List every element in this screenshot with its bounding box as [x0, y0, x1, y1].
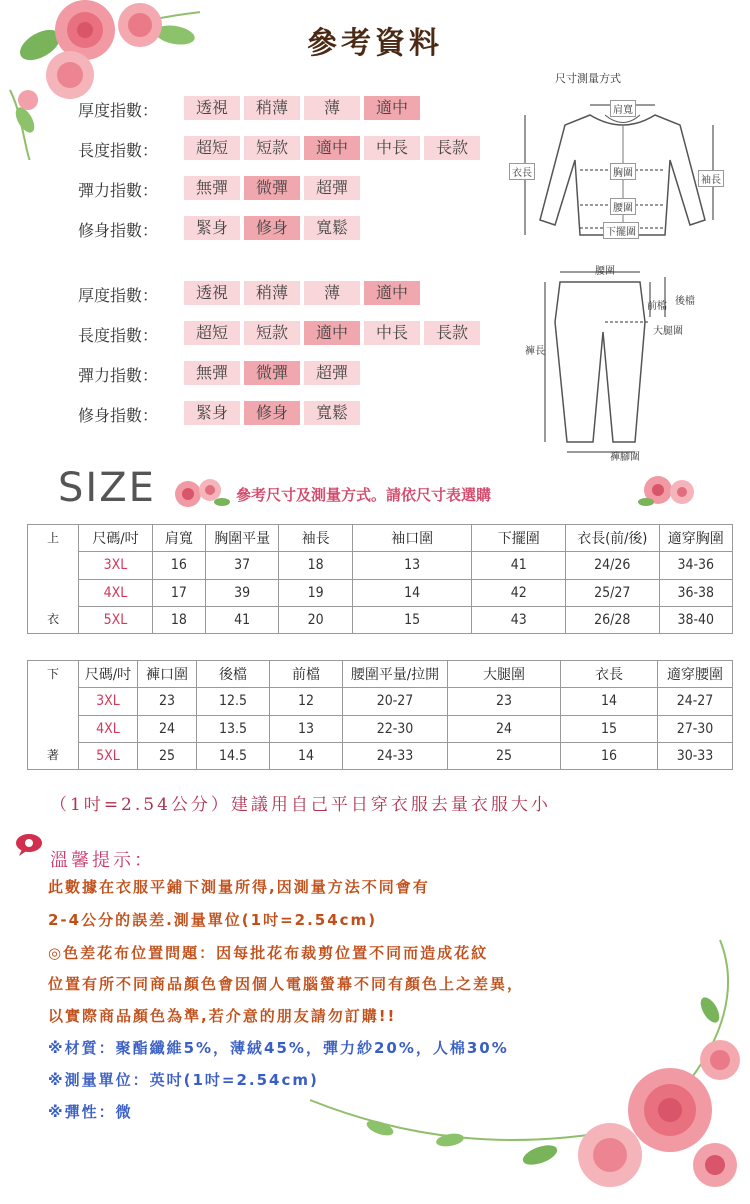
- table-cell: 43: [472, 606, 566, 633]
- table-header-cell: 大腿圍: [448, 661, 561, 688]
- index-option: 無彈: [184, 361, 240, 385]
- table-header-cell: 腰圍平量/拉開: [343, 661, 448, 688]
- tip-line: 位置有所不同商品顏色會因個人電腦螢幕不同有顏色上之差異，: [48, 975, 525, 993]
- top-size-table: [27, 524, 733, 634]
- index-option: 長款: [424, 136, 480, 160]
- table-cell: 13.5: [197, 715, 270, 742]
- tip-line: ※彈性：微: [48, 1103, 133, 1121]
- index-option: 緊身: [184, 401, 240, 425]
- index-option: 薄: [304, 281, 360, 305]
- table-header-cell: 袖長: [279, 525, 352, 552]
- table-cell: 25: [448, 742, 561, 769]
- table-cell: 14: [352, 579, 472, 606]
- table-cell: 42: [472, 579, 566, 606]
- table-cell: 37: [205, 552, 278, 579]
- speech-bubble-icon: [14, 832, 44, 860]
- table-cell: 16: [152, 552, 205, 579]
- table-cell: 24: [448, 715, 561, 742]
- table-cell: 14.5: [197, 742, 270, 769]
- index-option: 超短: [184, 136, 240, 160]
- table-cell: 27-30: [658, 715, 733, 742]
- table-cell: 14: [561, 688, 658, 715]
- index-option: 透視: [184, 96, 240, 120]
- table-cell: 5XL: [79, 606, 152, 633]
- table-cell: 30-33: [658, 742, 733, 769]
- table-row: [28, 688, 733, 715]
- table-header-cell: 適穿腰圍: [658, 661, 733, 688]
- pants-leg-label: 褲腳圍: [610, 452, 640, 463]
- index-label: 彈力指數：: [77, 181, 158, 200]
- table-cell: 25/27: [565, 579, 659, 606]
- index-option: 中長: [364, 136, 420, 160]
- tips-heading: 溫馨提示：: [50, 850, 155, 871]
- table-row: [28, 742, 733, 769]
- table-cell: 39: [205, 579, 278, 606]
- page-title: 參考資料: [307, 26, 443, 61]
- tip-line: 以實際商品顏色為準,若介意的朋友請勿訂購!!: [48, 1007, 397, 1025]
- table-cell: 41: [205, 606, 278, 633]
- rose-decoration-bottom: [290, 900, 750, 1200]
- shirt-shoulder-label: 肩寬: [610, 100, 636, 117]
- table-header-cell: 胸圍平量: [205, 525, 278, 552]
- index-option: 適中: [304, 321, 360, 345]
- index-option: 超彈: [304, 176, 360, 200]
- table-cell: 15: [561, 715, 658, 742]
- table-cell: 38-40: [659, 606, 733, 633]
- table-cell: 25: [138, 742, 197, 769]
- flower-icon: [636, 470, 700, 514]
- shirt-waist-label: 腰圍: [610, 198, 636, 215]
- table-cell: 34-36: [659, 552, 733, 579]
- index-option: 薄: [304, 96, 360, 120]
- index-label: 修身指數：: [77, 221, 158, 240]
- index-option: 緊身: [184, 216, 240, 240]
- size-note: 參考尺寸及測量方式。請依尺寸表選購: [236, 486, 492, 504]
- table-cell: 24-33: [343, 742, 448, 769]
- table-cell: 24/26: [565, 552, 659, 579]
- table-header-cell: 下擺圍: [472, 525, 566, 552]
- flower-icon: [170, 474, 230, 514]
- table-row: [28, 579, 733, 606]
- index-option: 微彈: [244, 361, 300, 385]
- table-cell: 15: [352, 606, 472, 633]
- index-option: 適中: [364, 96, 420, 120]
- table-cell: 36-38: [659, 579, 733, 606]
- index-label: 長度指數：: [77, 141, 158, 160]
- index-option: 微彈: [244, 176, 300, 200]
- index-option: 適中: [304, 136, 360, 160]
- table-cell: 13: [352, 552, 472, 579]
- index-option: 無彈: [184, 176, 240, 200]
- table-cell: 20-27: [343, 688, 448, 715]
- tip-line: ※材質：聚酯纖維5%，薄絨45%，彈力紗20%，人棉30%: [48, 1039, 509, 1057]
- index-option: 短款: [244, 136, 300, 160]
- table-side-label: [28, 661, 79, 770]
- index-option: 長款: [424, 321, 480, 345]
- table-header-cell: 前檔: [270, 661, 343, 688]
- table-header-cell: 衣長(前/後): [565, 525, 659, 552]
- index-option: 超彈: [304, 361, 360, 385]
- table-cell: 3XL: [79, 688, 138, 715]
- index-label: 厚度指數：: [77, 286, 158, 305]
- shirt-diagram: [505, 70, 725, 240]
- index-option: 中長: [364, 321, 420, 345]
- table-cell: 12: [270, 688, 343, 715]
- table-cell: 41: [472, 552, 566, 579]
- table-cell: 17: [152, 579, 205, 606]
- table-cell: 18: [279, 552, 352, 579]
- index-label: 長度指數：: [77, 326, 158, 345]
- table-cell: 23: [448, 688, 561, 715]
- bottom-size-table: [27, 660, 733, 770]
- tip-line: 2-4公分的誤差.測量單位(1吋=2.54cm): [48, 911, 378, 929]
- tip-line: ※測量單位：英吋(1吋=2.54cm): [48, 1071, 319, 1089]
- table-cell: 24-27: [658, 688, 733, 715]
- index-option: 超短: [184, 321, 240, 345]
- table-cell: 4XL: [79, 715, 138, 742]
- tip-line: 此數據在衣服平鋪下測量所得,因測量方法不同會有: [48, 878, 430, 896]
- index-option: 修身: [244, 216, 300, 240]
- index-option: 短款: [244, 321, 300, 345]
- index-option: 稍薄: [244, 281, 300, 305]
- tip-line: ◎色差花布位置問題：因每批花布裁剪位置不同而造成花紋: [48, 944, 489, 962]
- pants-diagram: [525, 262, 715, 462]
- size-heading: SIZE: [58, 465, 156, 511]
- side-bottom-char: 著: [46, 748, 59, 762]
- table-header-cell: 肩寬: [152, 525, 205, 552]
- side-bottom-char: 衣: [47, 612, 60, 626]
- table-side-label: [28, 525, 79, 634]
- table-header-cell: 袖口圍: [352, 525, 472, 552]
- conversion-note: （1吋=2.54公分）建議用自己平日穿衣服去量衣服大小: [50, 795, 551, 815]
- table-cell: 14: [270, 742, 343, 769]
- table-cell: 12.5: [197, 688, 270, 715]
- pants-back-rise-label: 後檔: [675, 296, 695, 307]
- table-cell: 20: [279, 606, 352, 633]
- shirt-chest-label: 胸圍: [610, 163, 636, 180]
- index-label: 彈力指數：: [77, 366, 158, 385]
- table-header-cell: 適穿胸圍: [659, 525, 733, 552]
- table-row: [28, 552, 733, 579]
- table-cell: 3XL: [79, 552, 152, 579]
- table-cell: 18: [152, 606, 205, 633]
- table-cell: 4XL: [79, 579, 152, 606]
- shirt-length-label: 衣長: [509, 163, 535, 180]
- table-header-cell: 後檔: [197, 661, 270, 688]
- index-option: 稍薄: [244, 96, 300, 120]
- side-top-char: 上: [47, 531, 60, 545]
- index-label: 修身指數：: [77, 406, 158, 425]
- table-cell: 5XL: [79, 742, 138, 769]
- table-header-cell: 尺碼/吋: [79, 661, 138, 688]
- index-option: 修身: [244, 401, 300, 425]
- pants-thigh-label: 大腿圍: [653, 326, 683, 337]
- guide-title: 尺寸測量方式: [555, 72, 621, 85]
- pants-waist-label: 腰圍: [595, 266, 615, 277]
- table-cell: 23: [138, 688, 197, 715]
- table-cell: 16: [561, 742, 658, 769]
- index-option: 寬鬆: [304, 401, 360, 425]
- table-header-cell: 衣長: [561, 661, 658, 688]
- pants-length-label: 褲長: [525, 346, 545, 357]
- table-cell: 22-30: [343, 715, 448, 742]
- table-row: [28, 715, 733, 742]
- table-cell: 24: [138, 715, 197, 742]
- shirt-hem-label: 下擺圍: [603, 222, 639, 239]
- index-option: 寬鬆: [304, 216, 360, 240]
- table-cell: 19: [279, 579, 352, 606]
- table-cell: 26/28: [565, 606, 659, 633]
- pants-front-rise-label: 前檔: [647, 301, 667, 312]
- table-cell: 13: [270, 715, 343, 742]
- table-header-cell: 尺碼/吋: [79, 525, 152, 552]
- table-header-cell: 褲口圍: [138, 661, 197, 688]
- table-row: [28, 606, 733, 633]
- index-label: 厚度指數：: [77, 101, 158, 120]
- shirt-sleeve-label: 袖長: [698, 170, 724, 187]
- index-option: 透視: [184, 281, 240, 305]
- side-top-char: 下: [46, 667, 59, 681]
- index-option: 適中: [364, 281, 420, 305]
